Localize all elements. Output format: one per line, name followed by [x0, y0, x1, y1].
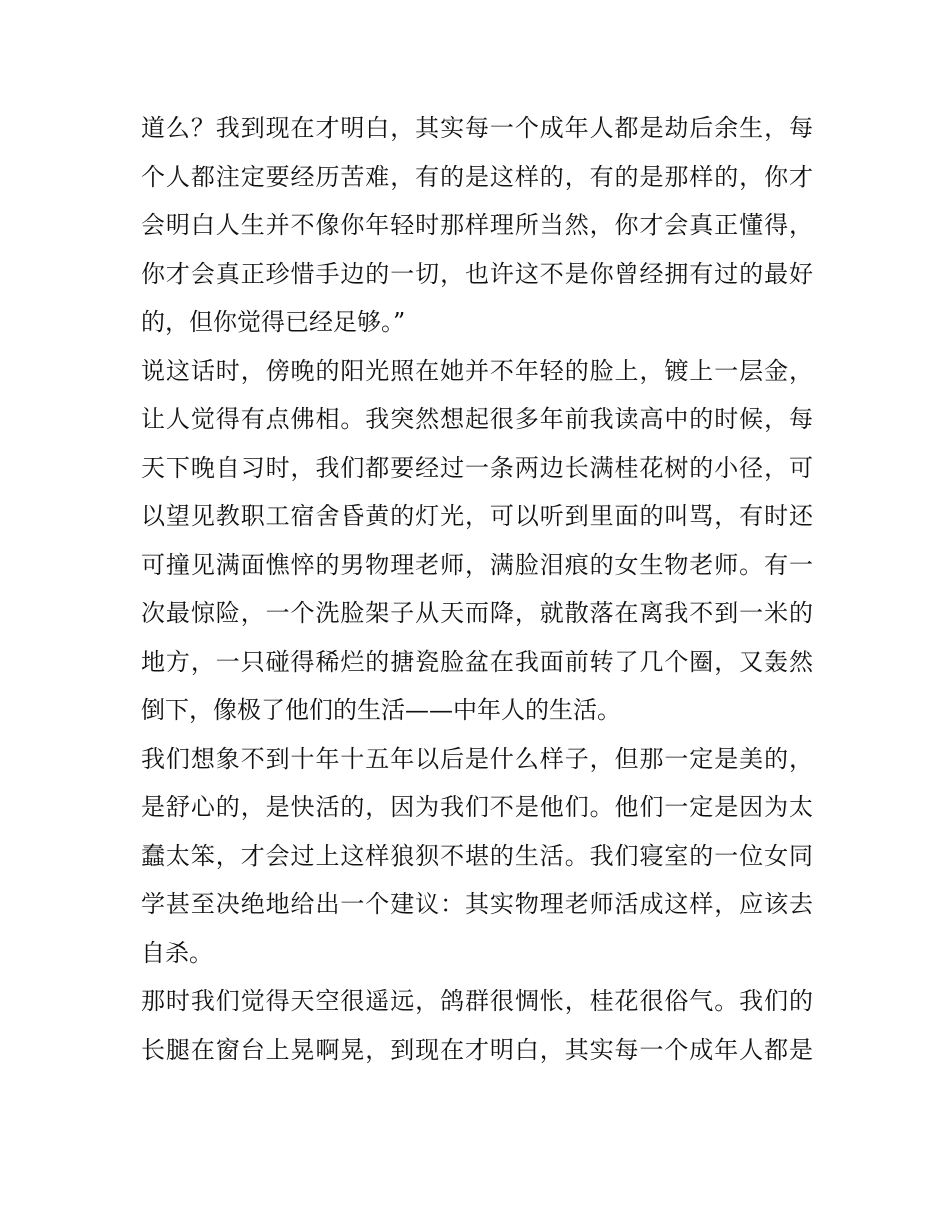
text-line: 自杀。 — [141, 938, 213, 967]
text-line: 以望见教职工宿舍昏黄的灯光，可以听到里面的叫骂，有时还 — [141, 502, 813, 530]
text-line: 地方，一只碰得稀烂的搪瓷脸盆在我面前转了几个圈，又轰然 — [141, 647, 813, 676]
text-line: 那时我们觉得天空很遥远，鸽群很惆怅，桂花很俗气。我们的 — [141, 987, 813, 1015]
text-line: 道么？我到现在才明白，其实每一个成年人都是劫后余生，每 — [141, 114, 813, 142]
text-line: 天下晚自习时，我们都要经过一条两边长满桂花树的小径，可 — [141, 453, 813, 482]
text-line: 的，但你觉得已经足够。” — [141, 308, 406, 336]
text-line: 我们想象不到十年十五年以后是什么样子，但那一定是美的， — [141, 744, 813, 773]
text-line: 是舒心的，是快活的，因为我们不是他们。他们一定是因为太 — [141, 793, 813, 821]
text-line: 会明白人生并不像你年轻时那样理所当然，你才会真正懂得， — [141, 211, 813, 239]
text-line: 个人都注定要经历苦难，有的是这样的，有的是那样的，你才 — [141, 162, 813, 191]
text-line: 蠢太笨，才会过上这样狼狈不堪的生活。我们寝室的一位女同 — [141, 841, 813, 870]
text-line: 让人觉得有点佛相。我突然想起很多年前我读高中的时候，每 — [141, 405, 813, 433]
text-line: 学甚至决绝地给出一个建议：其实物理老师活成这样，应该去 — [141, 890, 813, 918]
text-line: 可撞见满面憔悴的男物理老师，满脸泪痕的女生物老师。有一 — [141, 550, 813, 579]
text-line: 长腿在窗台上晃啊晃，到现在才明白，其实每一个成年人都是 — [141, 1035, 813, 1064]
text-line: 你才会真正珍惜手边的一切，也许这不是你曾经拥有过的最好 — [141, 259, 813, 288]
text-line: 次最惊险，一个洗脸架子从天而降，就散落在离我不到一米的 — [141, 599, 813, 627]
text-line: 说这话时，傍晚的阳光照在她并不年轻的脸上，镀上一层金， — [141, 356, 813, 385]
body-text — [141, 104, 813, 1074]
text-line: 倒下，像极了他们的生活——中年人的生活。 — [141, 696, 621, 724]
